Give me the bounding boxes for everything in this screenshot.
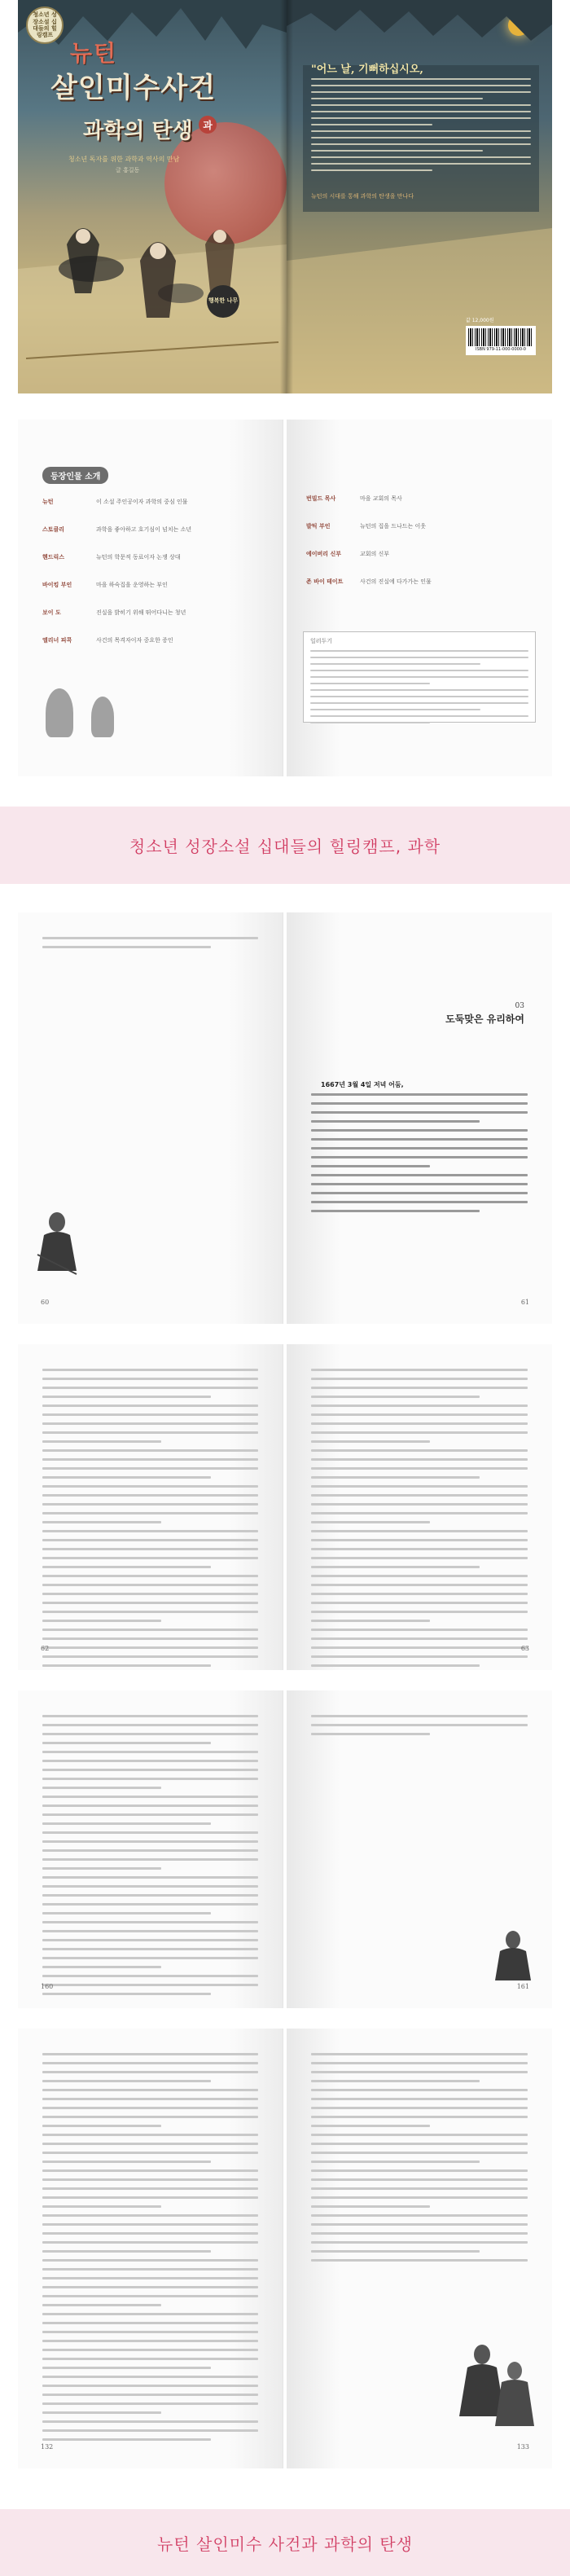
cover-illustration (18, 0, 287, 393)
body-text (42, 1715, 258, 2002)
date-line: 1667년 3월 4일 저녁 어둠, (321, 1081, 404, 1088)
character-row (42, 636, 270, 645)
character-name: 바이킹 부인 (42, 582, 72, 588)
left-page (18, 1344, 283, 1670)
body-text (311, 2053, 528, 2268)
title-science: 과학의 탄생 (83, 119, 193, 143)
character-name: 번빌드 목사 (306, 495, 336, 502)
page-number: 161 (516, 1983, 529, 1990)
title-name: 뉴턴 (70, 40, 118, 67)
spine-shadow (280, 0, 293, 393)
intro-right-page (287, 420, 552, 776)
character-desc: 뉴턴의 학문적 동료이자 논쟁 상대 (96, 554, 181, 560)
chapter-number: 03 (515, 1002, 524, 1010)
text-spread (18, 1690, 552, 2008)
character-name: 스토클리 (42, 526, 65, 533)
body-text (42, 1369, 258, 1670)
character-desc: 진실을 밝히기 위해 뛰어다니는 청년 (96, 609, 186, 616)
body-text (42, 937, 258, 955)
character-name: 엘리너 피콕 (42, 637, 72, 644)
publisher-logo: 행복한 나무 (207, 285, 239, 318)
page-number: 132 (41, 2443, 54, 2451)
banner-text: 뉴턴 살인미수 사건과 과학의 탄생 (157, 2534, 413, 2554)
right-page (287, 1690, 552, 2008)
intro-left-page (18, 420, 283, 776)
character-row (42, 525, 270, 534)
character-desc: 과학을 좋아하고 호기심이 넘치는 소년 (96, 526, 192, 533)
character-desc: 마을 교회의 목사 (360, 495, 402, 502)
page-number: 63 (520, 1645, 529, 1652)
character-row (306, 495, 534, 503)
character-desc: 뉴턴의 집을 드나드는 이웃 (360, 523, 427, 530)
price-tag: 값 12,000원 (466, 318, 494, 323)
left-page (18, 912, 283, 1324)
character-intro-spread (18, 420, 552, 776)
banner-text: 청소년 성장소설 십대들의 힐링캠프, 과학 (129, 837, 441, 856)
text-spread (18, 2029, 552, 2468)
character-name: 존 바이 테이트 (306, 578, 344, 585)
character-name: 헨드릭스 (42, 554, 65, 560)
front-cover (18, 0, 287, 393)
character-desc: 사건의 목격자이자 중요한 증인 (96, 637, 173, 644)
book-cover-spread (18, 0, 552, 393)
page-number: 62 (41, 1645, 50, 1652)
intro-heading: 등장인물 소개 (42, 467, 108, 484)
left-page (18, 2029, 283, 2468)
page-number: 160 (41, 1983, 54, 1990)
character-row (42, 553, 270, 562)
top-banner (0, 807, 570, 884)
isbn-text: ISBN 979-11-000-0000-0 (476, 347, 526, 352)
character-desc: 사건의 진실에 다가가는 인물 (360, 578, 432, 585)
barcode (466, 326, 536, 355)
character-desc: 마을 하숙집을 운영하는 부인 (96, 582, 168, 588)
page-number: 133 (516, 2443, 529, 2451)
right-page (287, 2029, 552, 2468)
body-text (311, 1093, 528, 1219)
title-conjunction: 과 (199, 116, 217, 134)
back-quote: "어느 날, 기뻐하십시오, (311, 64, 423, 76)
character-sketch (91, 697, 114, 737)
cover-author: 글 홍길동 (116, 167, 140, 174)
bottom-banner (0, 2509, 570, 2576)
back-note: 뉴턴의 시대를 통해 과학의 탄생을 만나다 (311, 193, 414, 200)
body-text (311, 1369, 528, 1670)
note-title: 일러두기 (310, 638, 333, 644)
character-row (42, 581, 270, 590)
page-number: 60 (41, 1299, 50, 1306)
back-cover (287, 0, 552, 393)
text-spread (18, 912, 552, 1324)
cover-tagline: 청소년 독자를 위한 과학과 역사의 만남 (68, 156, 180, 163)
character-desc: 이 소설 주인공이자 과학의 중심 인물 (96, 499, 188, 505)
character-name: 뉴턴 (42, 499, 54, 505)
title-main: 살인미수사건 (50, 72, 217, 104)
body-text (311, 1715, 528, 1742)
figure-illustration (33, 1206, 81, 1279)
character-name: 에이버리 신부 (306, 551, 342, 557)
character-desc: 교회의 신부 (360, 551, 390, 557)
barcode-bars-icon (468, 328, 533, 346)
text-spread (18, 1344, 552, 1670)
body-text (42, 2053, 258, 2447)
series-badge: 청소년 성장소설 십대들의 힐링캠프 (26, 7, 64, 44)
back-blurb (311, 78, 531, 176)
character-row (306, 578, 534, 587)
character-name: 보이 도 (42, 609, 61, 616)
character-sketch (46, 688, 73, 737)
character-row (42, 498, 270, 507)
figure-illustration (449, 2338, 539, 2436)
character-row (306, 522, 534, 531)
page-number: 61 (520, 1299, 529, 1306)
right-page (287, 912, 552, 1324)
figure-illustration (489, 1927, 537, 1984)
left-page (18, 1690, 283, 2008)
character-row (42, 609, 270, 618)
character-row (306, 550, 534, 559)
note-box (303, 631, 536, 723)
chapter-title: 도둑맞은 유리하여 (445, 1013, 524, 1025)
character-name: 발틱 부인 (306, 523, 331, 530)
right-page (287, 1344, 552, 1670)
